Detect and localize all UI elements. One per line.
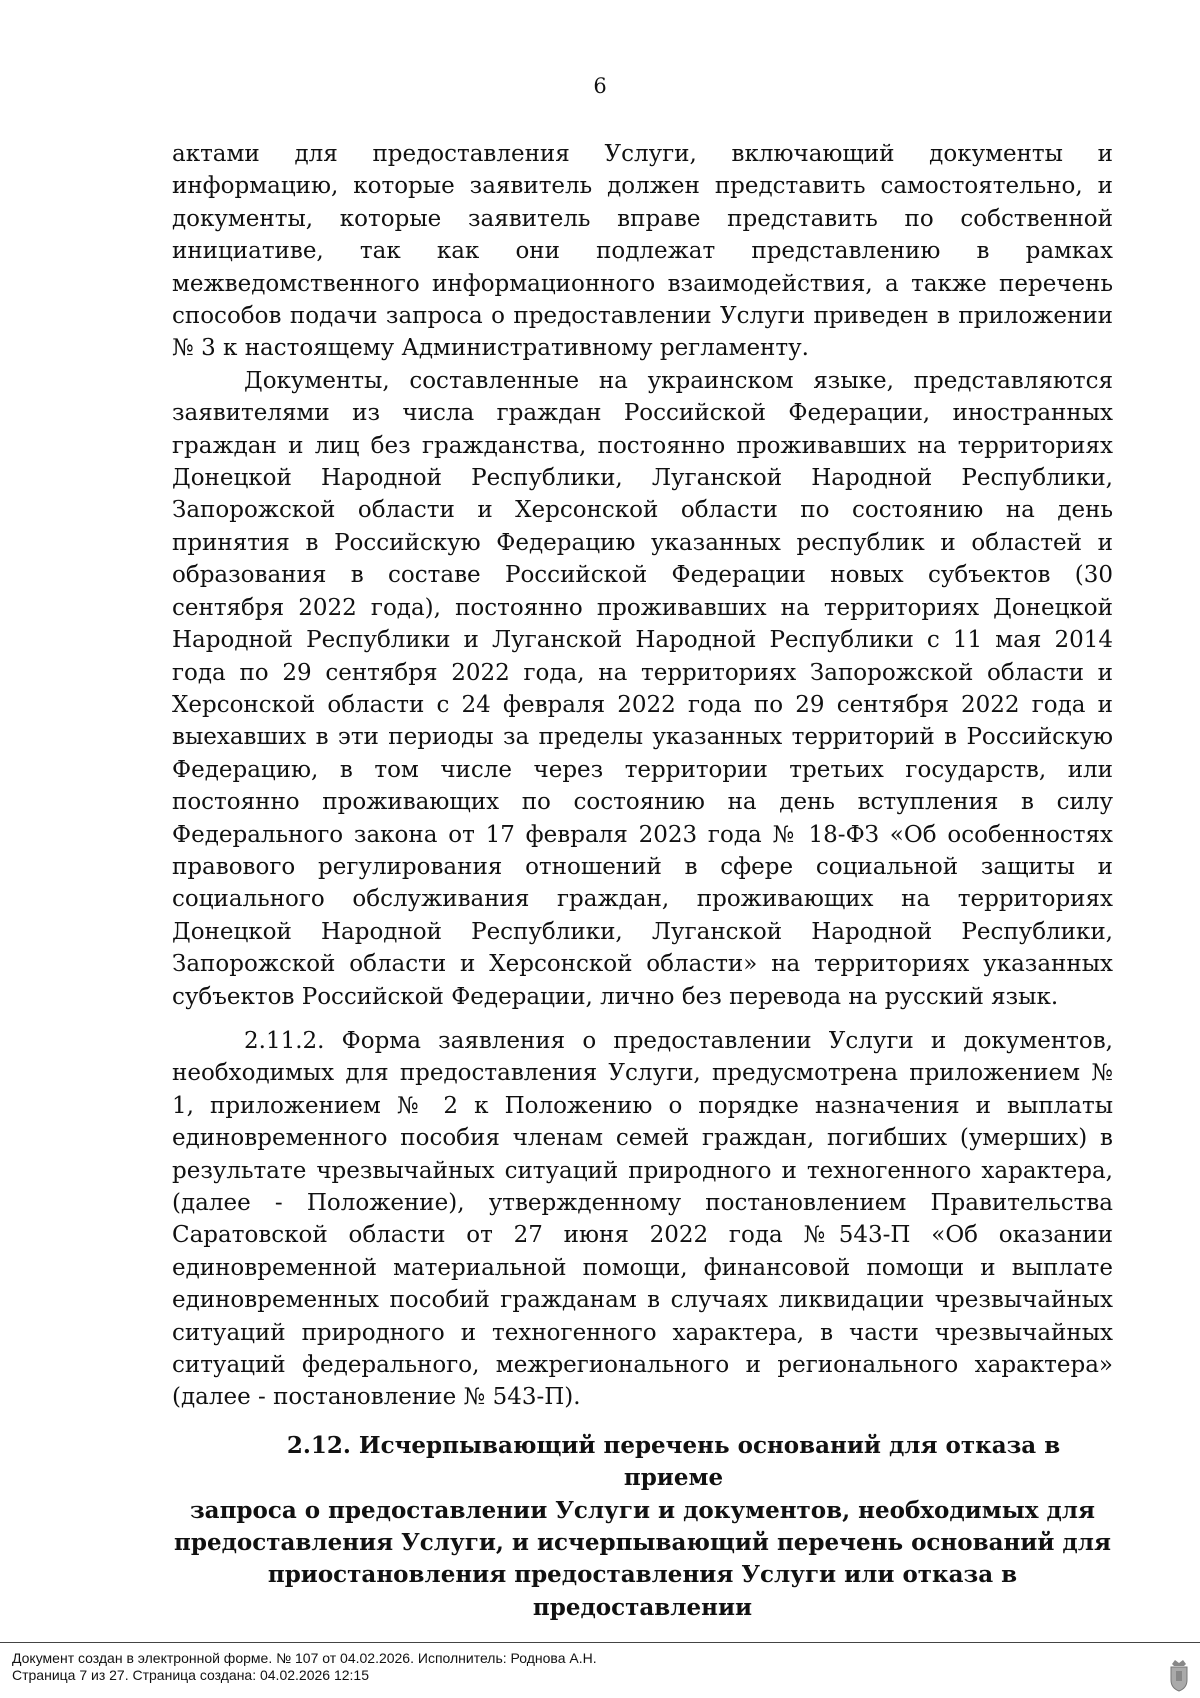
- heading-line: 2.12. Исчерпывающий перечень оснований для отказа в приеме: [286, 1431, 1061, 1492]
- document-footer: [0, 1642, 1200, 1683]
- page-number: 6: [593, 74, 607, 98]
- footer-document-info: Документ создан в электронной форме. № 107 от 04.02.2026. Исполнитель: Роднова А.Н.: [12, 1650, 597, 1666]
- heading-line: запроса о предоставлении Услуги и документов, необходимых для: [189, 1496, 1096, 1524]
- section-heading-2-12: [172, 1430, 1113, 1624]
- paragraph-2-11-2: 2.11.2. Форма заявления о предоставлении Услуги и документов, необходимых для предоставления Услуги, предусмотрена приложением № 1, приложением № 2 к Положению о порядке назначения и выплаты единовременного пособия членам семей граждан, погибших (умерших) в результате чрезвычайных ситуаций природного и техногенного характера, (далее - Положение), утвержденному постановлением Правительства Саратовской области от 27 июня 2022 года №543-П «Об оказании единовременной материальной помощи, финансовой помощи и выплате единовременных пособий гражданам в случаях ликвидации чрезвычайных ситуаций природного и техногенного характера, в части чрезвычайных ситуаций федерального, межрегионального и регионального характера» (далее - постановление № 543-П).: [172, 1027, 1113, 1411]
- heading-line: предоставления Услуги, и исчерпывающий перечень оснований для: [174, 1529, 1111, 1557]
- footer-page-info: Страница 7 из 27. Страница создана: 04.02.2026 12:15: [12, 1667, 369, 1683]
- coat-of-arms-icon: [1168, 1658, 1190, 1692]
- paragraph-ukrainian-documents: Документы, составленные на украинском языке, представляются заявителями из числа граждан Российской Федерации, иностранных граждан и лиц без гражданства, постоянно проживавших на территориях Донецкой Народной Республики, Луганской Народной Республики, Запорожской области и Херсонской области по состоянию на день принятия в Российскую Федерацию указанных республик и областей и образования в составе Российской Федерации новых субъектов (30 сентября 2022 года), постоянно проживавших на территориях Донецкой Народной Республики и Луганской Народной Республики с 11 мая 2014 года по 29 сентября 2022 года, на территориях Запорожской области и Херсонской области с 24 февраля 2022 года по 29 сентября 2022 года и выехавших в эти периоды за пределы указанных территорий в Российскую Федерацию, в том числе через территории третьих государств, или постоянно проживающих по состоянию на день вступления в силу Федерального закона от 17 февраля 2023 года № 18-ФЗ «Об особенностях правового регулирования отношений в сфере социальной защиты и социального обслуживания граждан, проживающих на территориях Донецкой Народной Республики, Луганской Народной Республики, Запорожской области и Херсонской области» на территориях указанных субъектов Российской Федерации, лично без перевода на русский язык.: [172, 367, 1113, 1010]
- heading-line: приостановления предоставления Услуги или отказа в предоставлении: [267, 1561, 1018, 1621]
- paragraph-continuation: актами для предоставления Услуги, включающий документы и информацию, которые заявитель должен представить самостоятельно, и документы, которые заявитель вправе представить по собственной инициативе, так как они подлежат представлению в рамках межведомственного информационного взаимодействия, а также перечень способов подачи запроса о предоставлении Услуги приведен в приложении № 3 к настоящему Административному регламенту.: [172, 141, 1113, 362]
- footer-text: [12, 1650, 597, 1684]
- document-body: [172, 138, 1113, 1624]
